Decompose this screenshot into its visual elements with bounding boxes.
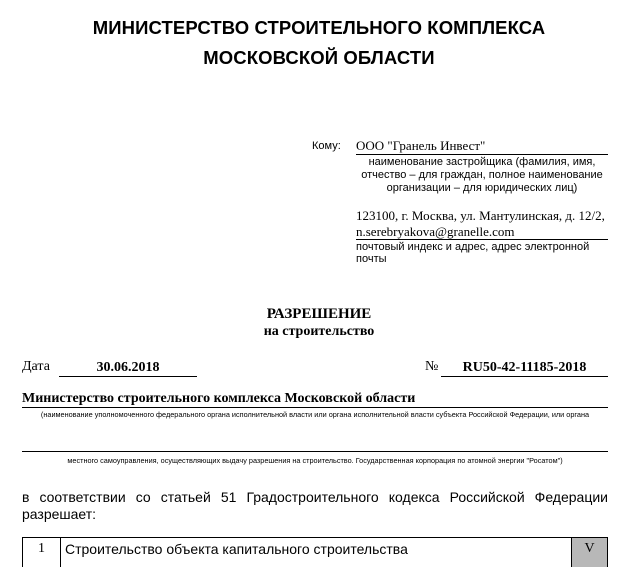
ministry-header-line2: МОСКОВСКОЙ ОБЛАСТИ xyxy=(203,47,435,68)
date-value: 30.06.2018 xyxy=(59,359,197,377)
number-label: № xyxy=(425,359,439,374)
table-row-number: 1 xyxy=(23,538,61,567)
recipient-name-caption: наименование застройщика (фамилия, имя, отчество – для граждан, полное наименование организации – для юридических лиц) xyxy=(361,156,603,194)
authority-caption-1: (наименование уполномоченного федерального органа исполнительной власти или органа исполнительной власти субъекта Российской Федерации, или органа xyxy=(40,410,590,419)
recipient-label: Кому: xyxy=(312,140,341,152)
ministry-header-line1: МИНИСТЕРСТВО СТРОИТЕЛЬНОГО КОМПЛЕКСА xyxy=(92,17,546,38)
basis-text: в соответствии со статьей 51 Градостроительного кодекса Российской Федерации разрешает: xyxy=(22,489,608,522)
permit-title: РАЗРЕШЕНИЕ xyxy=(266,306,372,322)
recipient-address-line1: 123100, г. Москва, ул. Мантулинская, д. 12/2, xyxy=(356,208,605,223)
date-label: Дата xyxy=(22,359,50,374)
recipient-name: ООО "Гранель Инвест" xyxy=(356,138,608,155)
table-row-text: Строительство объекта капитального строительства xyxy=(61,538,572,567)
permit-subtitle: на строительство xyxy=(263,324,375,339)
authority-line-2 xyxy=(22,451,608,452)
recipient-address-caption: почтовый индекс и адрес, адрес электронной почты xyxy=(356,241,590,265)
authority-caption-2: местного самоуправления, осуществляющих выдачу разрешения на строительство. Государственная корпорация по атомной энергии "Росатом") xyxy=(67,456,563,465)
table-row xyxy=(22,537,608,567)
number-value: RU50-42-11185-2018 xyxy=(441,359,608,377)
recipient-address-line2: n.serebryakova@granelle.com xyxy=(356,224,608,240)
table-row-mark: V xyxy=(572,538,607,567)
authority-name: Министерство строительного комплекса Московской области xyxy=(22,390,608,408)
